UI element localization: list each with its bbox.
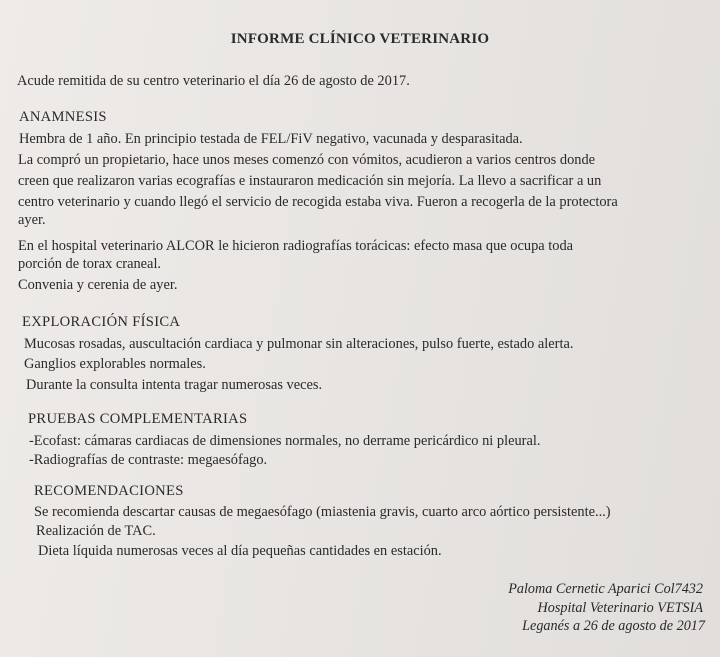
recomendaciones-heading: RECOMENDACIONES [34, 483, 184, 499]
anamnesis-line: ayer. [18, 212, 46, 228]
anamnesis-line: porción de torax craneal. [18, 256, 162, 272]
pruebas-line: -Ecofast: cámaras cardiacas de dimensiones normales, no derrame pericárdico ni pleural. [29, 433, 541, 449]
pruebas-line: -Radiografías de contraste: megaesófago. [29, 452, 268, 468]
recomendaciones-line: Se recomienda descartar causas de megaesófago (miastenia gravis, cuarto arco aórtico persistente...) [34, 504, 611, 520]
anamnesis-line: En el hospital veterinario ALCOR le hicieron radiografías torácicas: efecto masa que ocupa toda [18, 238, 574, 254]
intro-text: Acude remitida de su centro veterinario el día 26 de agosto de 2017. [17, 73, 410, 89]
recomendaciones-line: Dieta líquida numerosas veces al día pequeñas cantidades en estación. [38, 543, 442, 559]
pruebas-heading: PRUEBAS COMPLEMENTARIAS [28, 411, 248, 427]
signature-hospital: Hospital Veterinario VETSIA [537, 600, 703, 616]
exploracion-line: Mucosas rosadas, auscultación cardiaca y pulmonar sin alteraciones, pulso fuerte, estado alerta. [24, 336, 574, 352]
recomendaciones-line: Realización de TAC. [36, 523, 156, 539]
signature-place-date: Leganés a 26 de agosto de 2017 [522, 618, 705, 634]
anamnesis-line: La compró un propietario, hace unos meses comenzó con vómitos, acudieron a varios centros donde [18, 152, 596, 168]
signature-name: Paloma Cernetic Aparici Col7432 [508, 581, 703, 597]
exploracion-line: Durante la consulta intenta tragar numerosas veces. [26, 377, 323, 393]
anamnesis-line: centro veterinario y cuando llegó el servicio de recogida estaba viva. Fueron a recogerla de la protectora [18, 194, 618, 210]
anamnesis-line: Convenia y cerenia de ayer. [18, 277, 178, 293]
anamnesis-line: creen que realizaron varias ecografías e instauraron medicación sin mejoría. La llevo a sacrificar a un [18, 173, 602, 189]
anamnesis-line: Hembra de 1 año. En principio testada de FEL/FiV negativo, vacunada y desparasitada. [19, 131, 523, 147]
exploracion-heading: EXPLORACIÓN FÍSICA [22, 314, 181, 330]
document-title: INFORME CLÍNICO VETERINARIO [230, 31, 490, 47]
exploracion-line: Ganglios explorables normales. [24, 356, 206, 372]
anamnesis-heading: ANAMNESIS [19, 109, 107, 125]
